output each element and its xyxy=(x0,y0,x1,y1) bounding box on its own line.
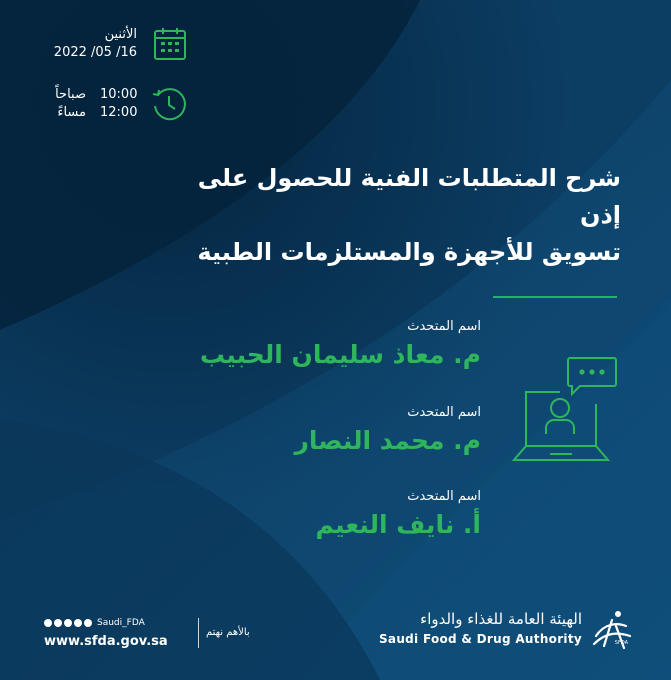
start-period: صباحاً xyxy=(55,87,86,102)
end-period: مساءً xyxy=(57,105,86,120)
event-date: 2022 /05 /16 xyxy=(53,45,137,60)
speaker-2-label: اسم المتحدث xyxy=(407,405,481,420)
instagram-icon[interactable] xyxy=(54,619,62,627)
organization xyxy=(380,606,640,658)
speaker-2-name: م. محمد النصار xyxy=(294,426,481,455)
start-time: 10:00 xyxy=(100,87,138,102)
event-title-line1: شرح المتطلبات الفنية للحصول على إذن xyxy=(197,164,621,229)
snapchat-icon[interactable] xyxy=(74,619,82,627)
event-title-line2: تسويق للأجهزة والمستلزمات الطبية xyxy=(197,238,621,266)
speaker-3 xyxy=(181,488,481,542)
speaker-3-name: أ. نايف النعيم xyxy=(315,510,481,539)
event-day: الأثنين xyxy=(104,27,137,42)
speaker-3-label: اسم المتحدث xyxy=(407,489,481,504)
laptop-chat-icon xyxy=(510,354,620,466)
footer-contact xyxy=(44,616,250,656)
org-name-arabic: الهيئة العامة للغذاء والدواء xyxy=(420,610,582,628)
linkedin-icon[interactable] xyxy=(84,619,92,627)
speaker-2 xyxy=(181,404,481,458)
speaker-1 xyxy=(181,318,481,372)
twitter-icon[interactable] xyxy=(44,619,52,627)
end-time: 12:00 xyxy=(100,105,138,120)
speaker-1-label: اسم المتحدث xyxy=(407,319,481,334)
social-icons xyxy=(44,618,145,628)
slogan: بالأهم نهتم xyxy=(206,627,250,638)
speaker-1-name: م. معاذ سليمان الحبيب xyxy=(199,340,481,369)
calendar-icon xyxy=(153,27,187,61)
sfda-logo xyxy=(586,606,636,656)
title-divider xyxy=(493,296,617,298)
website-link[interactable]: www.sfda.gov.sa xyxy=(44,634,168,649)
footer-separator xyxy=(198,618,199,648)
youtube-icon[interactable] xyxy=(64,619,72,627)
clock-icon xyxy=(151,86,187,122)
social-handle: Saudi_FDA xyxy=(97,618,145,628)
event-title xyxy=(181,160,621,271)
logo-text: SFDA xyxy=(614,640,628,646)
org-name-english: Saudi Food & Drug Authority xyxy=(378,632,582,646)
